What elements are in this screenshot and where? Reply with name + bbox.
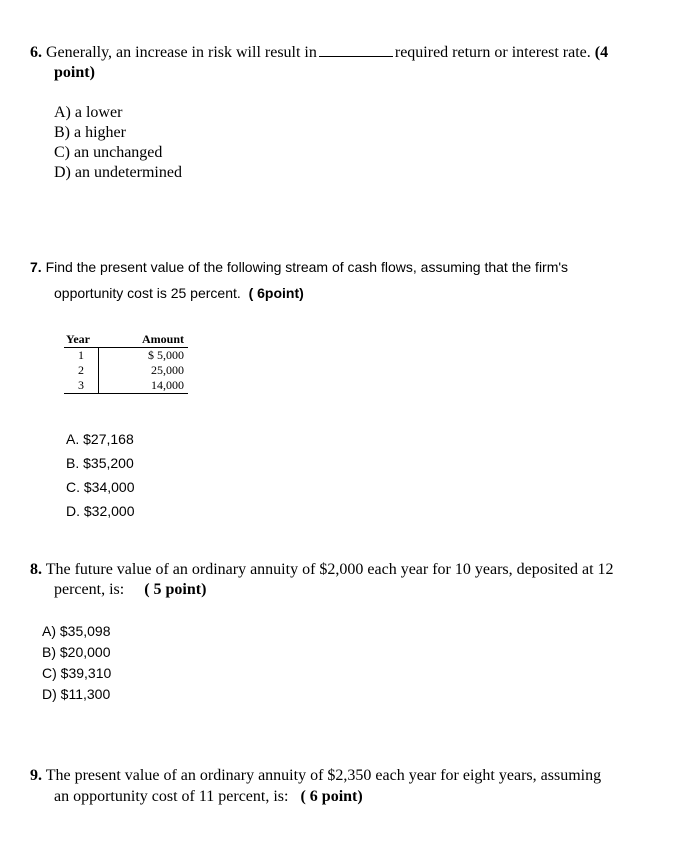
q6-number: 6. (30, 44, 42, 61)
q8-text-line1: The future value of an ordinary annuity of $2,000 each year for 10 years, deposited at 12 (42, 561, 614, 578)
q6-line1 (30, 42, 608, 63)
row-amount: 14,000 (151, 378, 184, 392)
q7-line1 (30, 259, 568, 275)
q6-line2 (54, 63, 95, 83)
q9-line2 (54, 787, 363, 807)
q6-text-before: Generally, an increase in risk will result in (42, 44, 317, 61)
q8-text-line2: percent, is: (54, 581, 125, 598)
q6-text-after: required return or interest rate. (394, 44, 591, 61)
cash-flow-table-header (64, 332, 188, 348)
q9-number: 9. (30, 767, 42, 784)
q8-points: ( 5 point) (144, 581, 207, 598)
q9-points: ( 6 point) (300, 788, 363, 805)
q8-option-a[interactable]: A) $35,098 (42, 623, 111, 639)
q9-text-line2: an opportunity cost of 11 percent, is: (54, 788, 289, 805)
q7-points: ( 6point) (248, 285, 304, 301)
q7-number: 7. (30, 259, 42, 275)
table-row (64, 348, 188, 363)
q8-option-b[interactable]: B) $20,000 (42, 644, 111, 660)
q9-text-line1: The present value of an ordinary annuity of $2,350 each year for eight years, assuming (42, 767, 602, 784)
q6-options (54, 103, 182, 183)
row-year: 2 (64, 363, 99, 378)
q6-option-c[interactable]: C) an unchanged (54, 144, 163, 161)
q7-option-c[interactable]: C. $34,000 (66, 479, 135, 495)
table-row (64, 363, 188, 378)
q9-line1 (30, 766, 601, 786)
row-amount: $ 5,000 (148, 348, 184, 362)
q6-option-a[interactable]: A) a lower (54, 104, 123, 121)
cash-flow-table (64, 332, 188, 394)
q8-options (42, 621, 111, 705)
header-year: Year (66, 332, 90, 346)
q6-option-d[interactable]: D) an undetermined (54, 164, 182, 181)
q7-option-d[interactable]: D. $32,000 (66, 503, 135, 519)
q8-option-d[interactable]: D) $11,300 (42, 686, 111, 702)
q6-option-b[interactable]: B) a higher (54, 124, 126, 141)
q7-options (66, 427, 135, 523)
q6-points-cont: point) (54, 64, 95, 81)
table-row (64, 378, 188, 393)
row-year: 3 (64, 378, 99, 393)
row-year: 1 (64, 348, 99, 363)
q7-line2 (54, 285, 304, 301)
q8-line1 (30, 560, 614, 580)
q7-text-line1: Find the present value of the following stream of cash flows, assuming that the firm's (41, 259, 569, 275)
q8-line2 (54, 580, 206, 600)
row-amount: 25,000 (151, 363, 184, 377)
q7-option-a[interactable]: A. $27,168 (66, 431, 134, 447)
header-amount: Amount (141, 332, 184, 346)
table-bottom-rule (64, 393, 188, 394)
q7-option-b[interactable]: B. $35,200 (66, 455, 134, 471)
q8-option-c[interactable]: C) $39,310 (42, 665, 112, 681)
q7-text-line2: opportunity cost is 25 percent. (54, 285, 241, 301)
q6-blank (319, 42, 393, 57)
q8-number: 8. (30, 561, 42, 578)
q6-points: (4 (594, 44, 609, 61)
